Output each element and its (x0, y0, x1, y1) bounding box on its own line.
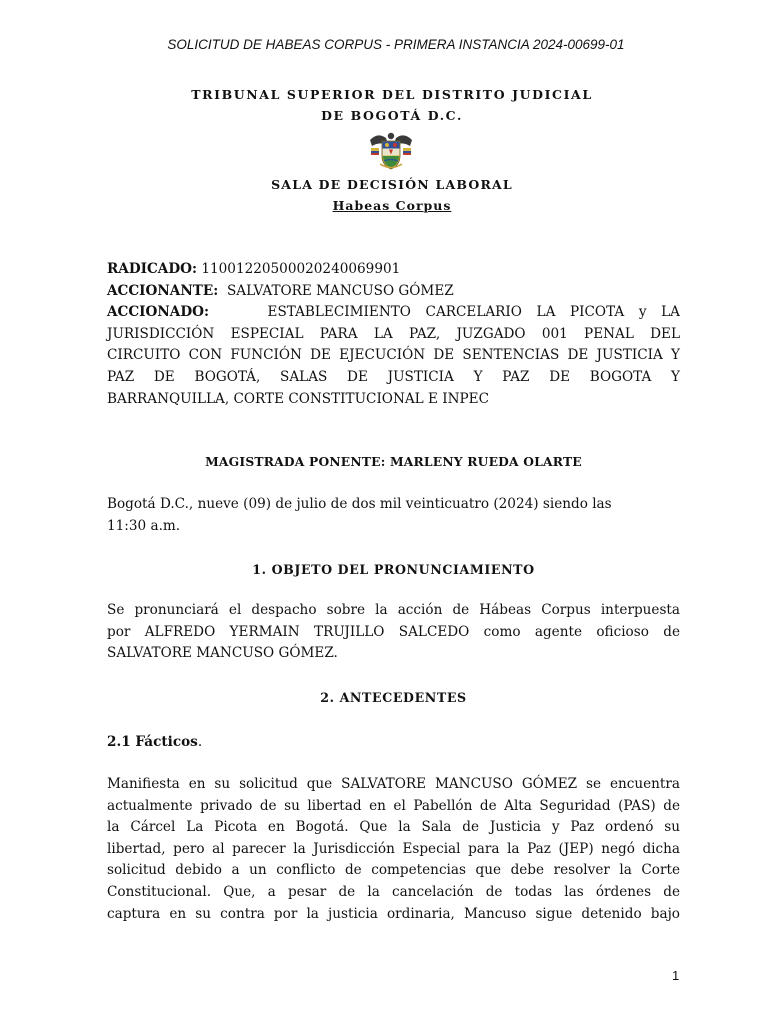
accionante-label: ACCIONANTE: (107, 282, 219, 299)
accionado-line-3: CIRCUITO CON FUNCIÓN DE EJECUCIÓN DE SENTENCIAS DE JUSTICIA Y (107, 347, 680, 364)
section-2-line-5: solicitud debido a un conflicto de competencias que debe resolver la Corte (107, 862, 680, 879)
radicado-row (107, 259, 680, 281)
section-2-line-1: Manifiesta en su solicitud que SALVATORE MANCUSO GÓMEZ se encuentra (107, 776, 680, 792)
accionante-value: SALVATORE MANCUSO GÓMEZ (226, 282, 454, 299)
radicado-label: RADICADO: (107, 261, 198, 277)
date-line-1: Bogotá D.C., nueve (09) de julio de dos mil veinticuatro (2024) siendo las (107, 496, 612, 512)
subsection-2-1-punct: . (197, 734, 203, 750)
section-2-line-6: Constitucional. Que, a pesar de la cancelación de todas las órdenes de (107, 883, 680, 900)
accionado-line-4: PAZ DE BOGOTÁ, SALAS DE JUSTICIA Y PAZ DE BOGOTA Y (107, 368, 680, 385)
court-name-line-1: TRIBUNAL SUPERIOR DEL DISTRITO JUDICIAL (191, 87, 593, 102)
radicado-value: 11001220500020240069901 (201, 261, 401, 277)
colombia-coat-of-arms-icon (368, 130, 414, 172)
section-2-heading: 2. ANTECEDENTES (320, 690, 467, 705)
subsection-2-1-title: 2.1 Fácticos (107, 734, 198, 750)
section-2-line-2: actualmente privado de su libertad en el Pabellón de Alta Seguridad (PAS) de (107, 797, 680, 814)
court-name-line-2: DE BOGOTÁ D.C. (321, 108, 463, 123)
section-2-line-3: la Cárcel La Picota en Bogotá. Que la Sala de Justicia y Paz ordenó su (107, 819, 680, 836)
section-1-heading: 1. OBJETO DEL PRONUNCIAMIENTO (252, 562, 535, 577)
court-name (0, 84, 768, 126)
date-line-2: 11:30 a.m. (107, 517, 181, 534)
accionante-row (107, 281, 680, 303)
chamber-name: SALA DE DECISIÓN LABORAL (271, 177, 513, 192)
section-2-line-4: libertad, pero al parecer la Jurisdicción Especial para la Paz (JEP) negó dicha (107, 840, 680, 857)
accionado-line-1: ACCIONADO: ESTABLECIMIENTO CARCELARIO LA PICOTA y LA (107, 304, 680, 321)
chamber-title (0, 174, 768, 216)
running-header: SOLICITUD DE HABEAS CORPUS - PRIMERA INSTANCIA 2024-00699-01 (167, 37, 625, 52)
accionado-row (107, 302, 680, 410)
date-paragraph (107, 494, 680, 537)
section-2-paragraph (107, 774, 680, 925)
section-1-paragraph (107, 600, 680, 665)
subsection-2-1-heading (107, 732, 680, 754)
accionado-label: ACCIONADO: (107, 304, 210, 321)
section-1-line-2: por ALFREDO YERMAIN TRUJILLO SALCEDO como agente oficioso de (107, 623, 680, 640)
accionado-line-5: BARRANQUILLA, CORTE CONSTITUCIONAL E INPEC (107, 390, 489, 407)
section-1-line-1: Se pronunciará el despacho sobre la acción de Hábeas Corpus interpuesta (107, 602, 680, 618)
chamber-subtitle: Habeas Corpus (332, 198, 452, 213)
section-2-line-7: captura en su contra por la justicia ordinaria, Mancuso sigue detenido bajo (107, 905, 680, 922)
page-number: 1 (672, 968, 680, 983)
accionado-line-2: JURISDICCIÓN ESPECIAL PARA LA PAZ, JUZGADO 001 PENAL DEL (107, 325, 680, 342)
case-details (107, 259, 680, 410)
magistrate-ponente: MAGISTRADA PONENTE: MARLENY RUEDA OLARTE (205, 454, 582, 469)
section-1-line-3: SALVATORE MANCUSO GÓMEZ. (107, 645, 338, 662)
